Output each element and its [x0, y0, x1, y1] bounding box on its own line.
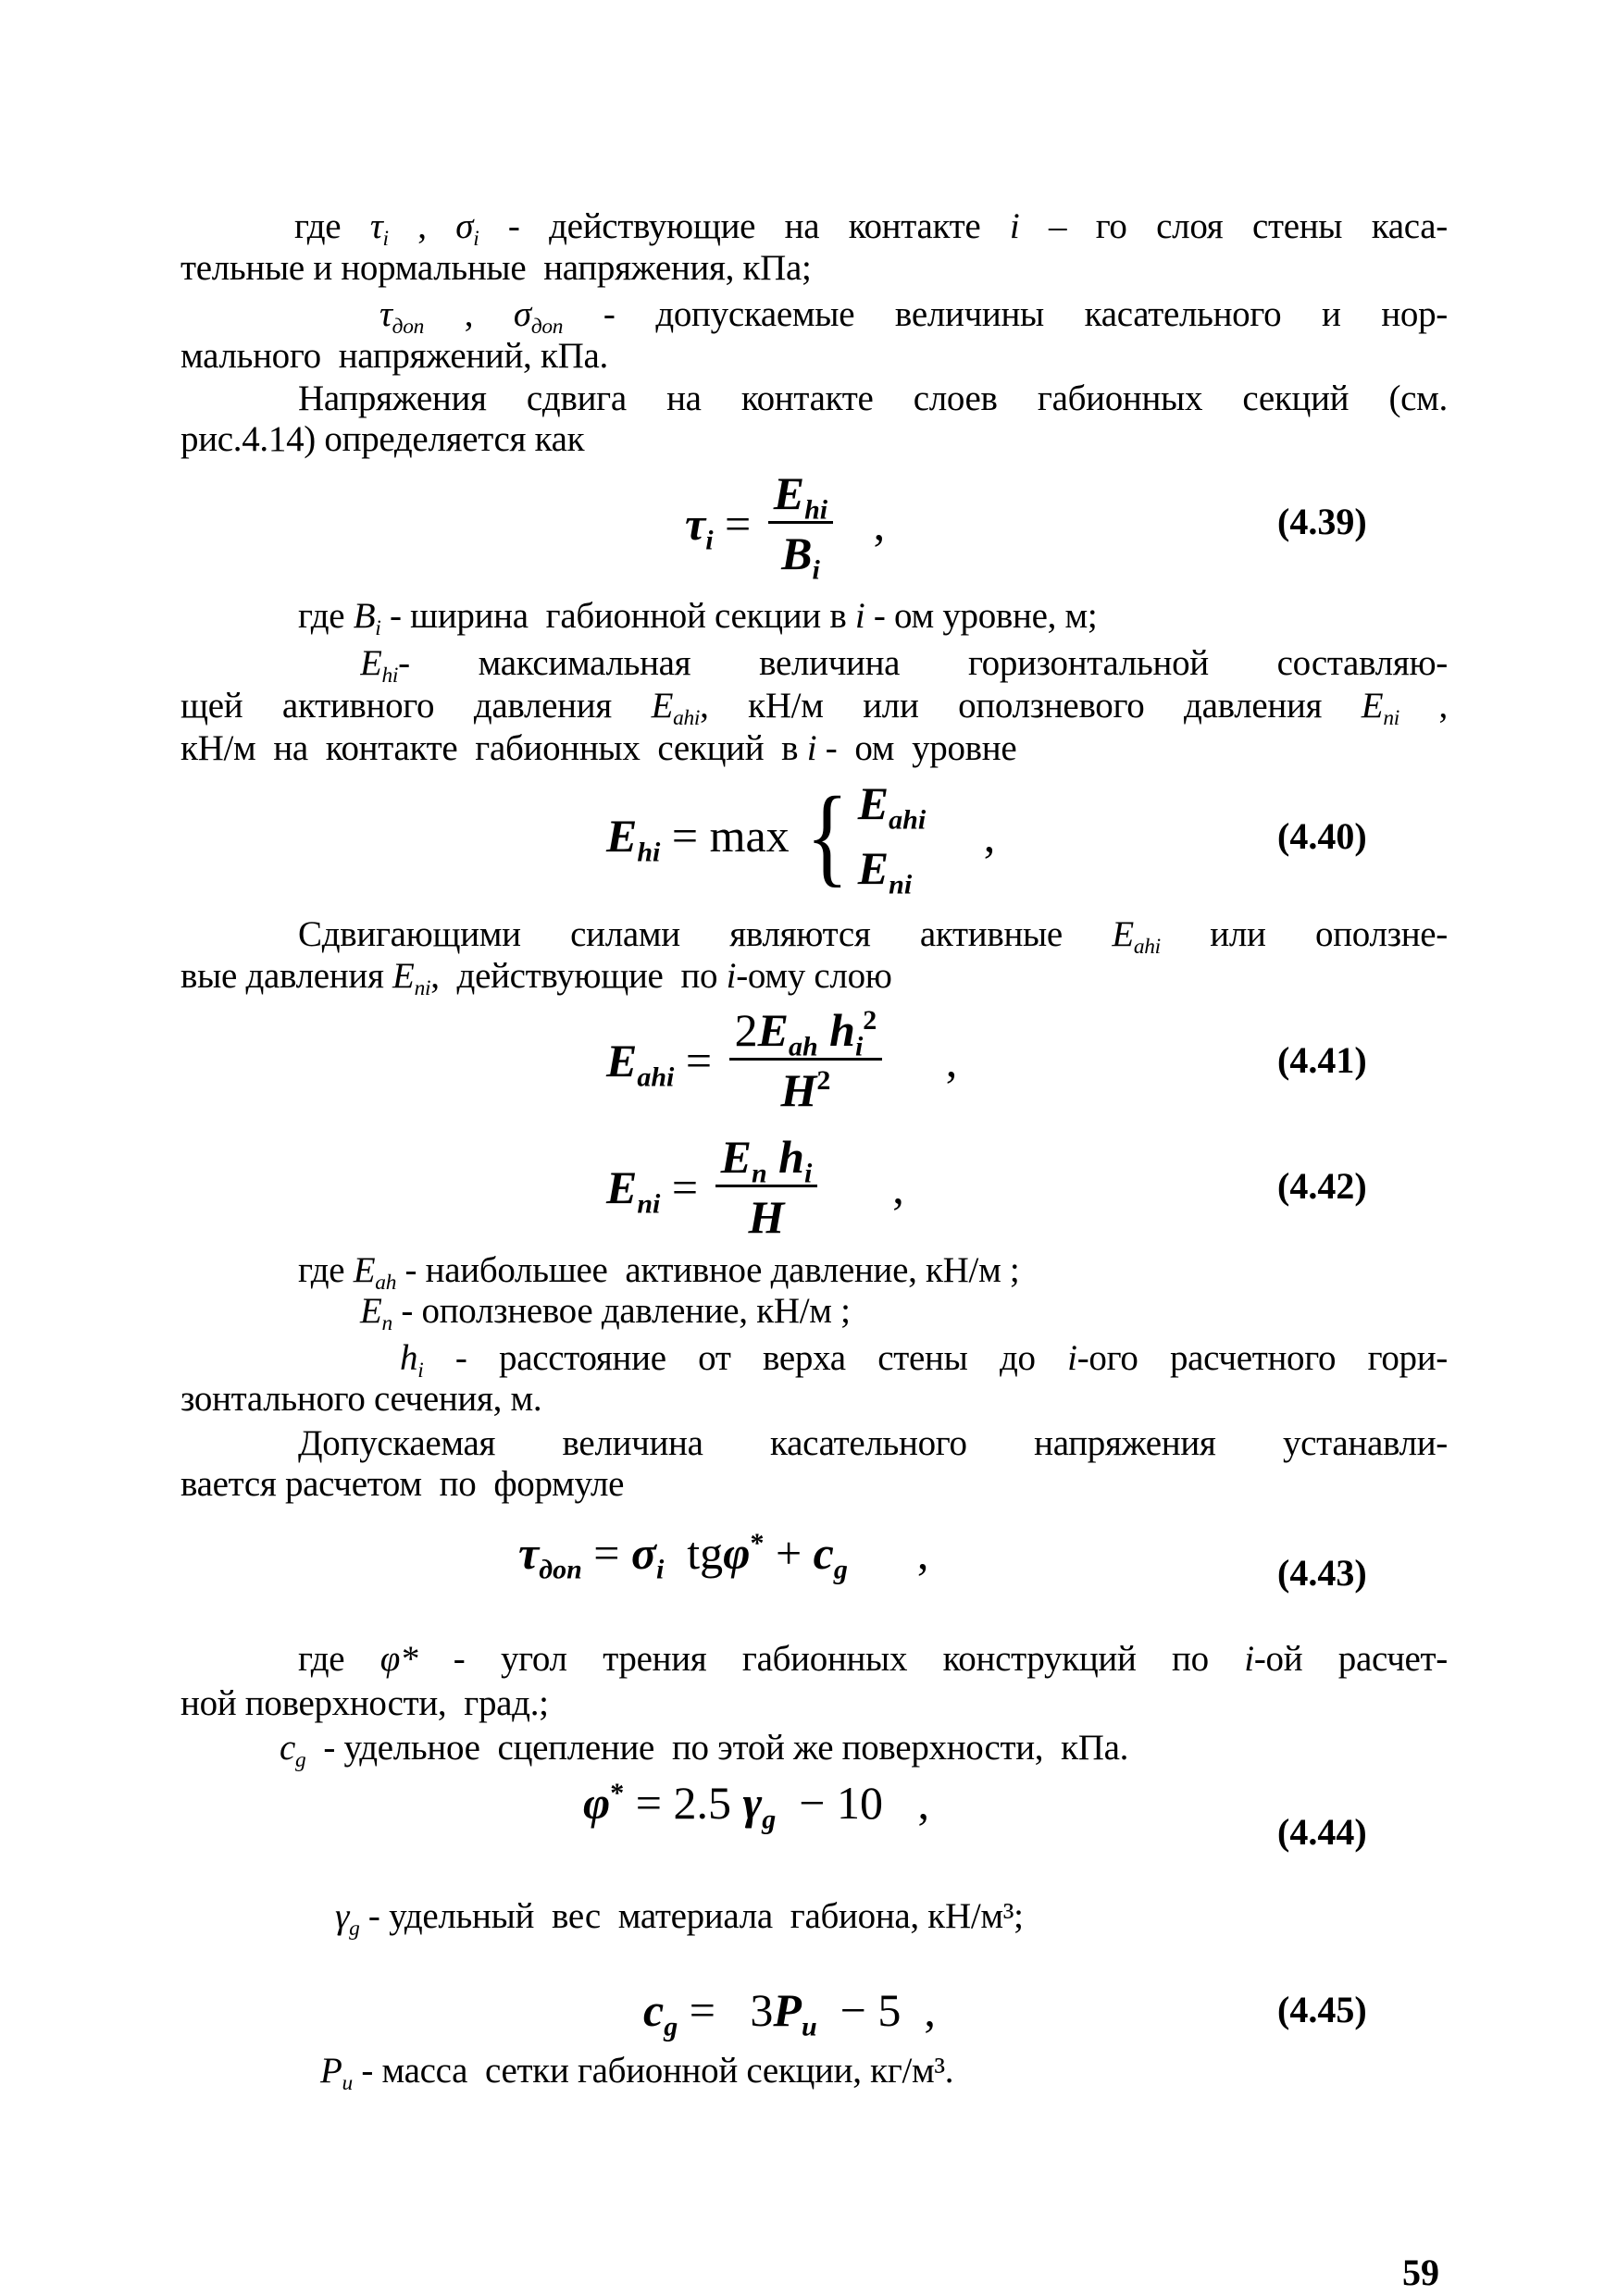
text-segment: кН/м на контакте габионных секций в: [180, 728, 807, 768]
subscript: hi: [637, 837, 661, 868]
superscript: 2: [863, 1005, 877, 1036]
variable-symbol: H: [780, 1064, 817, 1116]
text-segment: рис.4.14) определяется как: [180, 419, 585, 459]
text-segment: ,: [424, 294, 514, 334]
variable-symbol: E: [773, 467, 805, 519]
text-line: [298, 595, 1098, 641]
math-variable: [857, 777, 927, 836]
denominator: [780, 1061, 830, 1116]
subscript: n: [751, 1158, 767, 1189]
subscript: доп: [530, 315, 564, 336]
math-variable: [813, 1527, 848, 1585]
text-segment: - действующие на контакте: [479, 206, 1010, 246]
math-variable: [1362, 686, 1399, 726]
math-variable: [280, 1728, 306, 1773]
math-variable: [360, 1291, 392, 1336]
math-variable: [320, 2051, 353, 2096]
text-segment: мального напряжений, кПа.: [180, 336, 608, 376]
text-segment: - максимальная величина горизонтальной составляю-: [398, 643, 1448, 683]
variable-symbol: E: [606, 1034, 638, 1086]
text-segment: − 5 ,: [816, 1984, 936, 2036]
text-segment: =: [674, 1034, 724, 1086]
math-variable: [857, 842, 913, 900]
subscript: ahi: [889, 804, 927, 836]
subscript: ni: [1383, 706, 1399, 727]
subscript: ahi: [1133, 935, 1161, 956]
math-variable: [360, 643, 398, 683]
text-segment: ,: [823, 1160, 904, 1213]
text-segment: ,: [926, 810, 996, 862]
variable-symbol: τ: [369, 206, 383, 246]
subscript: g: [349, 1917, 360, 1942]
variable-symbol: E: [392, 956, 415, 996]
variable-symbol: E: [606, 810, 638, 862]
text-segment: =: [660, 1160, 710, 1213]
formula-4-42: [606, 1131, 904, 1243]
subscript: hi: [381, 664, 399, 685]
text-line: [298, 913, 1448, 956]
text-line: [294, 205, 1448, 248]
math-variable: [353, 1250, 397, 1296]
variable-symbol: φ*: [379, 1639, 418, 1679]
variable-symbol: h: [778, 1131, 804, 1183]
text-line: [298, 1249, 1020, 1296]
fraction: [768, 467, 833, 586]
text-line: [180, 418, 584, 461]
text-segment: - ом уровне, м;: [864, 596, 1098, 636]
math-variable: [370, 206, 389, 246]
text-segment: где: [294, 206, 370, 246]
variable-symbol: τ: [379, 294, 392, 334]
text-segment: зонтального сечения, м.: [180, 1379, 542, 1419]
text-segment: = 3: [678, 1984, 774, 2036]
text-line: [360, 642, 1448, 685]
variable-symbol: E: [360, 643, 382, 683]
math-variable: [335, 1896, 360, 1942]
superscript: *: [610, 1778, 625, 1808]
math-variable: [583, 1777, 624, 1829]
text-segment: ,: [847, 1527, 929, 1579]
text-segment: щей активного давления: [180, 686, 652, 726]
math-variable: [780, 1064, 830, 1116]
variable-symbol: i: [1067, 1338, 1077, 1378]
math-variable: [400, 1338, 423, 1378]
cases-brace: [801, 774, 927, 900]
subscript: i: [375, 616, 381, 641]
text-line: [180, 955, 892, 1001]
text-line: [379, 293, 1448, 336]
equation-number: (4.42): [1277, 1165, 1367, 1207]
math-variable: [1112, 914, 1161, 954]
text-line: [180, 1463, 624, 1506]
formula-4-43: [518, 1527, 929, 1585]
variable-symbol: E: [757, 1004, 789, 1056]
text-line: [280, 1727, 1129, 1773]
variable-symbol: h: [829, 1004, 855, 1056]
math-variable: [829, 1004, 877, 1062]
math-variable: [773, 1984, 817, 2042]
variable-symbol: E: [857, 842, 889, 894]
variable-symbol: E: [651, 686, 674, 726]
subscript: g: [833, 1554, 848, 1585]
subscript: u: [801, 2011, 817, 2042]
formula-4-40: [606, 774, 996, 900]
text-segment: [767, 1131, 779, 1183]
math-variable: [606, 810, 661, 868]
variable-symbol: c: [643, 1984, 665, 2036]
variable-symbol: c: [813, 1527, 834, 1579]
text-segment: - ширина габионной секции в: [380, 596, 855, 636]
numerator: [715, 1131, 818, 1187]
text-segment: tg: [664, 1527, 724, 1579]
math-variable: [807, 728, 817, 768]
text-segment: или оползне-: [1160, 914, 1448, 954]
math-variable: [742, 1777, 777, 1835]
subscript: i: [417, 1359, 424, 1380]
math-variable: [514, 294, 563, 334]
math-variable: [781, 527, 820, 586]
variable-symbol: σ: [630, 1527, 656, 1579]
variable-symbol: σ: [455, 206, 474, 246]
math-variable: [685, 497, 714, 555]
math-variable: [392, 956, 431, 1001]
text-segment: - оползневое давление, кН/м ;: [392, 1291, 851, 1331]
variable-symbol: σ: [513, 294, 531, 334]
math-variable: [1010, 206, 1020, 246]
equation-number: (4.45): [1277, 1989, 1367, 2030]
fraction: [729, 1004, 883, 1116]
subscript: hi: [804, 494, 828, 526]
text-segment: , действующие по: [430, 956, 727, 996]
math-variable: [720, 1131, 767, 1189]
math-variable: [606, 1160, 661, 1219]
text-segment: = 2.5: [624, 1777, 743, 1829]
subscript: n: [381, 1311, 392, 1336]
variable-symbol: h: [400, 1338, 418, 1378]
variable-symbol: B: [781, 527, 813, 579]
subscript: g: [762, 1804, 777, 1835]
variable-symbol: γ: [335, 1896, 350, 1936]
text-segment: ной поверхности, град.;: [180, 1683, 549, 1723]
page-number: 59: [1402, 2252, 1439, 2293]
math-variable: [455, 206, 479, 246]
text-segment: 2: [734, 1004, 758, 1056]
denominator: [781, 524, 820, 586]
text-segment: − 10 ,: [776, 1777, 929, 1829]
text-segment: – го слоя стены каса-: [1019, 206, 1448, 246]
text-segment: - наибольшее активное давление, кН/м ;: [396, 1250, 1020, 1290]
math-variable: [380, 1639, 417, 1679]
variable-symbol: i: [854, 596, 865, 636]
denominator: [748, 1187, 784, 1243]
text-line: [180, 335, 608, 378]
text-segment: Сдвигающими силами являются активные: [298, 914, 1113, 954]
superscript: 2: [816, 1065, 831, 1096]
superscript: *: [750, 1528, 765, 1558]
subscript: ah: [788, 1031, 818, 1062]
equation-number: (4.43): [1277, 1552, 1367, 1594]
text-line: [298, 1638, 1448, 1681]
subscript: i: [803, 1158, 813, 1189]
text-line: [320, 2050, 954, 2096]
text-segment: где: [298, 1639, 380, 1679]
math-variable: [727, 956, 737, 996]
text-line: [180, 685, 1448, 727]
text-segment: - допускаемые величины касательного и нор-: [563, 294, 1448, 334]
math-variable: [1067, 1338, 1077, 1378]
brace-glyph: {: [805, 774, 850, 897]
math-variable: [353, 596, 381, 641]
equation-number: (4.44): [1277, 1811, 1367, 1853]
math-variable: [778, 1131, 813, 1189]
variable-symbol: i: [726, 956, 737, 996]
formula-4-45: [643, 1984, 936, 2042]
numerator: [729, 1004, 883, 1061]
subscript: ah: [375, 1271, 397, 1296]
variable-symbol: i: [1009, 206, 1020, 246]
subscript: i: [655, 1554, 665, 1585]
text-segment: = max: [660, 810, 802, 862]
text-segment: -ому слою: [736, 956, 892, 996]
text-segment: Напряжения сдвига на контакте слоев габионных секций (см.: [298, 379, 1448, 418]
subscript: i: [473, 227, 479, 248]
text-segment: ,: [388, 206, 456, 246]
text-segment: где: [298, 1250, 354, 1290]
text-segment: где: [298, 596, 354, 636]
variable-symbol: τ: [518, 1527, 540, 1579]
subscript: ahi: [637, 1061, 675, 1092]
math-variable: [748, 1191, 784, 1243]
text-line: [400, 1337, 1448, 1380]
text-line: [360, 1290, 851, 1336]
math-variable: [606, 1034, 675, 1092]
equation-number: (4.39): [1277, 501, 1367, 542]
math-variable: [518, 1527, 582, 1585]
subscript: g: [664, 2011, 678, 2042]
variable-symbol: E: [360, 1291, 382, 1331]
variable-symbol: E: [353, 1250, 376, 1290]
subscript: i: [382, 227, 389, 248]
variable-symbol: τ: [685, 497, 706, 550]
subscript: доп: [539, 1554, 582, 1585]
text-segment: [818, 1004, 830, 1056]
text-segment: - расстояние от верха стены до: [423, 1338, 1068, 1378]
text-segment: - удельный вес материала габиона, кН/м³;: [359, 1896, 1024, 1936]
variable-symbol: E: [1112, 914, 1134, 954]
variable-symbol: φ: [723, 1527, 751, 1579]
variable-symbol: i: [806, 728, 817, 768]
variable-symbol: γ: [742, 1777, 763, 1829]
text-segment: , кН/м или оползневого давления: [700, 686, 1362, 726]
case-top: [857, 777, 927, 836]
equation-number: (4.40): [1277, 815, 1367, 857]
subscript: i: [812, 554, 820, 586]
variable-symbol: c: [280, 1728, 296, 1768]
subscript: ahi: [673, 706, 701, 727]
variable-symbol: P: [773, 1984, 802, 2036]
text-line: [180, 247, 812, 290]
subscript: ni: [637, 1188, 661, 1219]
text-segment: =: [713, 497, 763, 550]
math-variable: [723, 1527, 764, 1579]
math-variable: [379, 294, 424, 334]
variable-symbol: φ: [583, 1777, 611, 1829]
text-line: [180, 1682, 549, 1725]
text-segment: Допускаемая величина касательного напряжения устанавли-: [298, 1423, 1448, 1463]
text-segment: +: [764, 1527, 814, 1579]
math-variable: [630, 1527, 665, 1585]
variable-symbol: P: [320, 2051, 342, 2091]
subscript: i: [705, 525, 714, 555]
formula-4-44: [583, 1777, 929, 1835]
text-line: [180, 1378, 541, 1421]
text-segment: ,: [839, 497, 886, 550]
math-variable: [652, 686, 701, 726]
variable-symbol: i: [1244, 1639, 1254, 1679]
variable-symbol: E: [606, 1160, 638, 1213]
subscript: g: [295, 1748, 306, 1773]
variable-symbol: E: [857, 777, 889, 829]
text-segment: ,: [888, 1034, 958, 1086]
equation-number: (4.41): [1277, 1039, 1367, 1081]
subscript: u: [342, 2071, 353, 2096]
text-line: [180, 727, 1016, 770]
subscript: i: [854, 1031, 864, 1062]
variable-symbol: E: [720, 1131, 752, 1183]
numerator: [768, 467, 833, 524]
text-segment: - масса сетки габионной секции, кг/м³.: [352, 2051, 954, 2091]
math-variable: [855, 596, 865, 636]
text-segment: =: [581, 1527, 631, 1579]
variable-symbol: B: [353, 596, 376, 636]
fraction: [715, 1131, 818, 1243]
text-segment: тельные и нормальные напряжения, кПа;: [180, 248, 812, 288]
text-line: [298, 378, 1448, 420]
subscript: ni: [414, 976, 431, 1001]
variable-symbol: H: [748, 1191, 785, 1243]
text-segment: - угол трения габионных конструкций по: [417, 1639, 1245, 1679]
text-segment: -ой расчет-: [1253, 1639, 1448, 1679]
formula-4-39: [685, 467, 886, 586]
math-variable: [643, 1984, 678, 2042]
text-segment: вается расчетом по формуле: [180, 1464, 625, 1504]
math-variable: [757, 1004, 818, 1062]
case-bottom: [857, 842, 926, 900]
math-variable: [773, 467, 828, 526]
text-line: [298, 1422, 1448, 1465]
text-segment: ,: [1399, 686, 1448, 726]
subscript: ni: [889, 869, 913, 900]
text-line: [335, 1895, 1024, 1942]
text-segment: - ом уровне: [816, 728, 1017, 768]
variable-symbol: E: [1361, 686, 1384, 726]
math-variable: [1244, 1639, 1254, 1679]
cases: [857, 777, 927, 900]
text-segment: вые давления: [180, 956, 393, 996]
text-segment: - удельное сцепление по этой же поверхности, кПа.: [305, 1728, 1129, 1768]
formula-4-41: [606, 1004, 957, 1116]
subscript: доп: [392, 315, 424, 336]
text-segment: -ого расчетного гори-: [1076, 1338, 1448, 1378]
